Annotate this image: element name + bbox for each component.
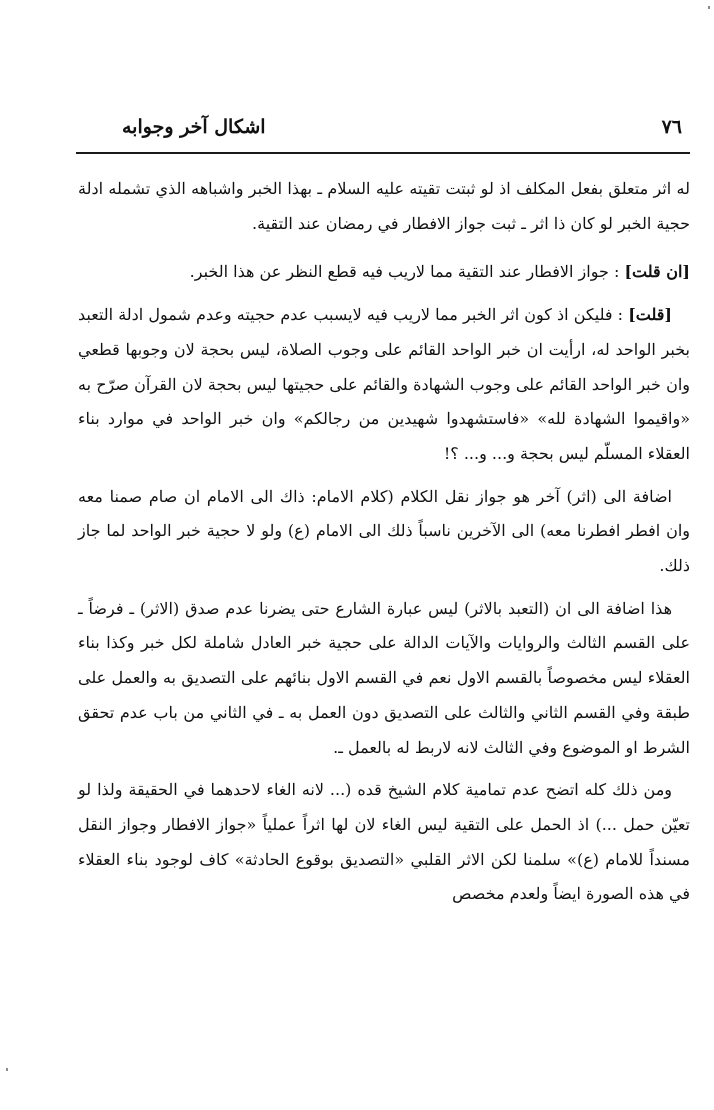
paragraph-5-text: هذا اضافة الى ان (التعبد بالاثر) ليس عبارة الشارع حتى يضرنا عدم صدق (الاثر) ـ فرضاً ـ على القسم الثالث والروايات والآيات الدالة على حجية خبر العادل شاملة لكل خبر وكذا بناء العقلاء ليس مخصوصاً بالقسم الاول نعم في القسم الاول بنائهم على التصديق به والعمل على طبقة وفي القسم الثاني والثالث على التصديق دون العمل به ـ في الثاني من باب عدم تحقق الشرط او الموضوع وفي الثالث لانه لاربط له بالعمل ـ. (78, 598, 690, 757)
paragraph-4 (78, 480, 690, 584)
paragraph-2-label: [ان قلت] (624, 262, 690, 282)
scan-speck (6, 1068, 8, 1071)
running-title: اشكال آخر وجوابه (122, 116, 266, 138)
paragraph-4-text: اضافة الى (اثر) آخر هو جواز نقل الكلام (كلام الامام: ذاك الى الامام ان صام صمنا معه وان افطر افطرنا معه) الى الآخرين ناسباً ذلك الى الامام (ع) ولو لا حجية خبر الواحد لما جاز ذلك. (78, 486, 691, 576)
page-header (82, 112, 688, 144)
header-rule (76, 152, 690, 154)
paragraph-1-text: له اثر متعلق بفعل المكلف اذ لو ثبتت تقيته عليه السلام ـ بهذا الخبر واشباهه الذي تشمله ادلة حجية الخبر لو كان ذا اثر ـ ثبت جواز الافطار في رمضان عند التقية. (78, 179, 690, 233)
paragraph-1 (78, 172, 690, 241)
paragraph-6 (78, 773, 690, 912)
body-text (78, 172, 690, 912)
paragraph-3-label: [قلت] (628, 305, 672, 325)
paragraph-3-text: : فليكن اذ كون اثر الخبر مما لاريب فيه لايسبب عدم حجيته وعدم شمول ادلة التعبد بخبر الواحد له، ارأيت ان خبر الواحد القائم على وجوب الصلاة، ليس بحجة لان وجوبها قطعي وان خبر الواحد القائم على وجوب الشهادة والقائم على حجيتها ليس بحجة لان القرآن صرّح به «واقيموا الشهادة لله» «فاستشهدوا شهيدين من رجالكم» وان خبر الواحد في موارد بناء العقلاء المسلّم ليس بحجة و... و... ؟! (78, 305, 690, 463)
paragraph-2 (78, 255, 690, 290)
paragraph-5 (78, 592, 690, 766)
page-number: ٧٦ (661, 116, 682, 138)
paragraph-2-text: : جواز الافطار عند التقية مما لاريب فيه قطع النظر عن هذا الخبر. (189, 262, 625, 282)
paragraph-6-text: ومن ذلك كله اتضح عدم تمامية كلام الشيخ قده (... لانه الغاء لاحدهما في الحقيقة ولذا لو تعيّن حمل ...) اذ الحمل على التقية ليس الغاء لان لها اثراً عملياً «جواز الافطار وجواز النقل مسنداً للامام (ع)» سلمنا لكن الاثر القلبي «التصديق بوقوع الحادثة» كاف لوجود بناء العقلاء في هذه الصورة ايضاً ولعدم مخصص (78, 780, 690, 904)
scan-speck (708, 6, 710, 9)
paragraph-3 (78, 298, 690, 472)
